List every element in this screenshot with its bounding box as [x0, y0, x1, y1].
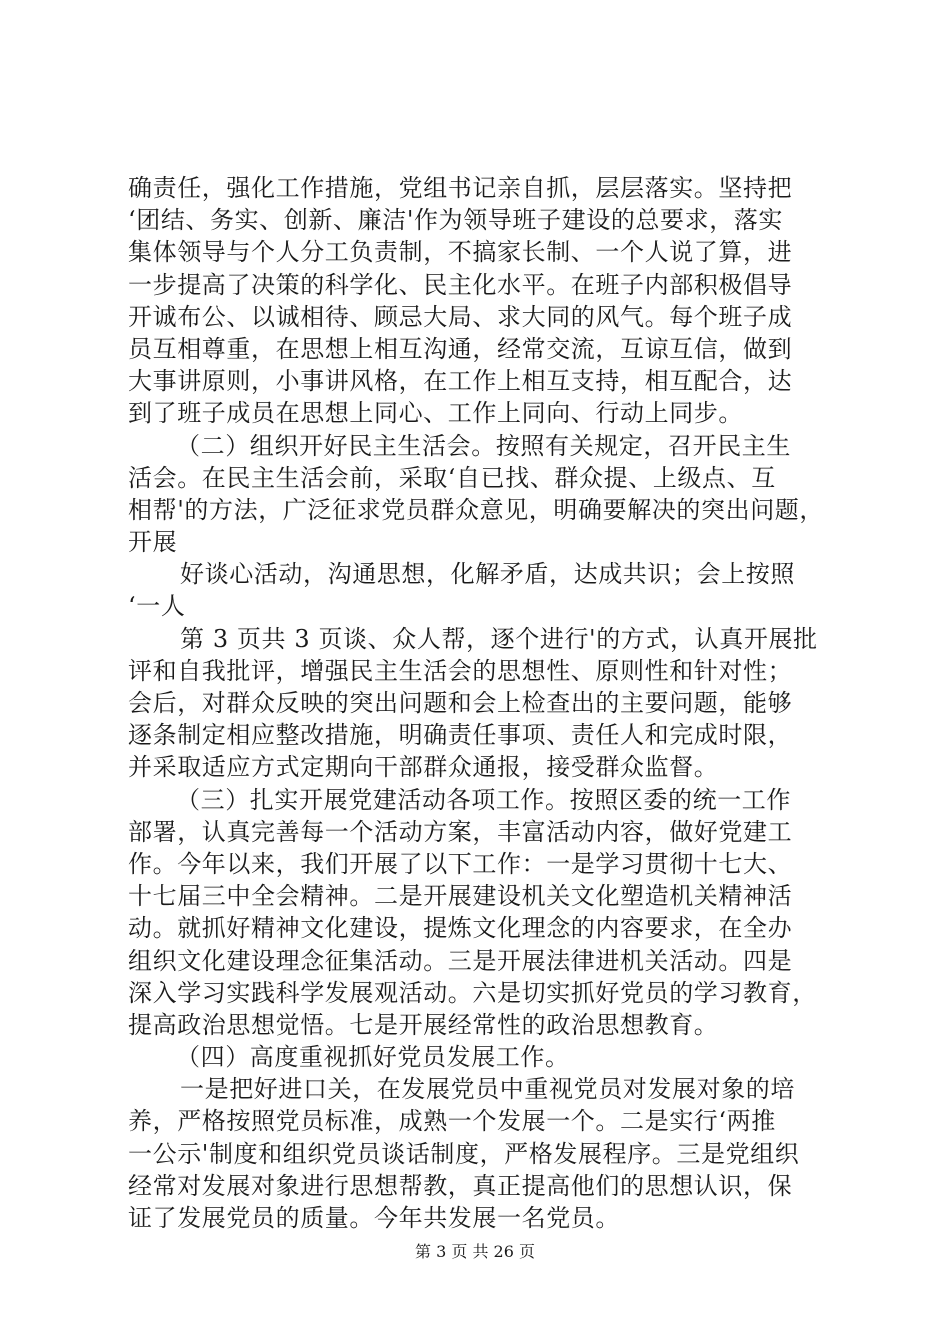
- text-line: 开诚布公、以诚相待、顾忌大局、求大同的风气。每个班子成: [128, 302, 793, 331]
- text-line: 提高政治思想觉悟。七是开展经常性的政治思想教育。: [128, 1010, 719, 1039]
- section-heading-4: （四）高度重视抓好党员发展工作。: [176, 1043, 570, 1072]
- text-line: 一步提高了决策的科学化、民主化水平。在班子内部积极倡导: [128, 270, 793, 299]
- text-line: 作。今年以来，我们开展了以下工作：一是学习贯彻十七大、: [128, 849, 793, 878]
- text-line: 一是把好进口关，在发展党员中重视党员对发展对象的培: [180, 1075, 795, 1104]
- text-line: 并采取适应方式定期向干部群众通报，接受群众监督。: [128, 753, 719, 782]
- text-line: 一公示'制度和组织党员谈话制度，严格发展程序。三是党组织: [128, 1139, 800, 1168]
- text-line: 第 3 页共 3 页谈、众人帮，逐个进行'的方式，认真开展批: [180, 624, 818, 653]
- body-text: [128, 172, 848, 1234]
- text-line: 相帮'的方法，广泛征求党员群众意见，明确要解决的突出问题，: [128, 495, 824, 524]
- text-line: 活会。在民主生活会前，采取‘自已找、群众提、上级点、互: [128, 463, 776, 492]
- text-line: 组织文化建设理念征集活动。三是开展法律进机关活动。四是: [128, 946, 793, 975]
- text-line: 养，严格按照党员标准，成熟一个发展一个。二是实行‘两推: [128, 1107, 776, 1136]
- text-line: 到了班子成员在思想上同心、工作上同向、行动上同步。: [128, 399, 743, 428]
- text-line: 逐条制定相应整改措施，明确责任事项、责任人和完成时限，: [128, 721, 793, 750]
- text-line: 动。就抓好精神文化建设，提炼文化理念的内容要求，在全办: [128, 914, 793, 943]
- text-line: 部署，认真完善每一个活动方案，丰富活动内容，做好党建工: [128, 817, 793, 846]
- text-line: 开展: [128, 528, 178, 557]
- text-line: ‘一人: [128, 592, 186, 621]
- section-heading-2: （二）组织开好民主生活会。按照有关规定，召开民主生: [176, 431, 791, 460]
- text-line: 集体领导与个人分工负责制，不搞家长制、一个人说了算，进: [128, 238, 793, 267]
- text-line: 好谈心活动，沟通思想，化解矛盾，达成共识；会上按照: [180, 560, 795, 589]
- page-footer: 第 3 页 共 26 页: [415, 1242, 535, 1261]
- text-line: 会后，对群众反映的突出问题和会上检查出的主要问题，能够: [128, 689, 793, 717]
- text-line: ‘团结、务实、创新、廉洁'作为领导班子建设的总要求，落实: [128, 206, 784, 235]
- text-line: 评和自我批评，增强民主生活会的思想性、原则性和针对性；: [128, 656, 793, 685]
- text-line: 深入学习实践科学发展观活动。六是切实抓好党员的学习教育，: [128, 978, 817, 1007]
- text-line: 证了发展党员的质量。今年共发展一名党员。: [128, 1204, 620, 1232]
- text-line: 员互相尊重，在思想上相互沟通，经常交流，互谅互信，做到: [128, 334, 793, 363]
- text-line: 大事讲原则，小事讲风格，在工作上相互支持，相互配合，达: [128, 367, 793, 396]
- text-line: 确责任，强化工作措施，党组书记亲自抓，层层落实。坚持把: [128, 174, 793, 202]
- text-line: 经常对发展对象进行思想帮教，真正提高他们的思想认识，保: [128, 1171, 793, 1200]
- section-heading-3: （三）扎实开展党建活动各项工作。按照区委的统一工作: [176, 785, 791, 814]
- text-line: 十七届三中全会精神。二是开展建设机关文化塑造机关精神活: [128, 882, 793, 911]
